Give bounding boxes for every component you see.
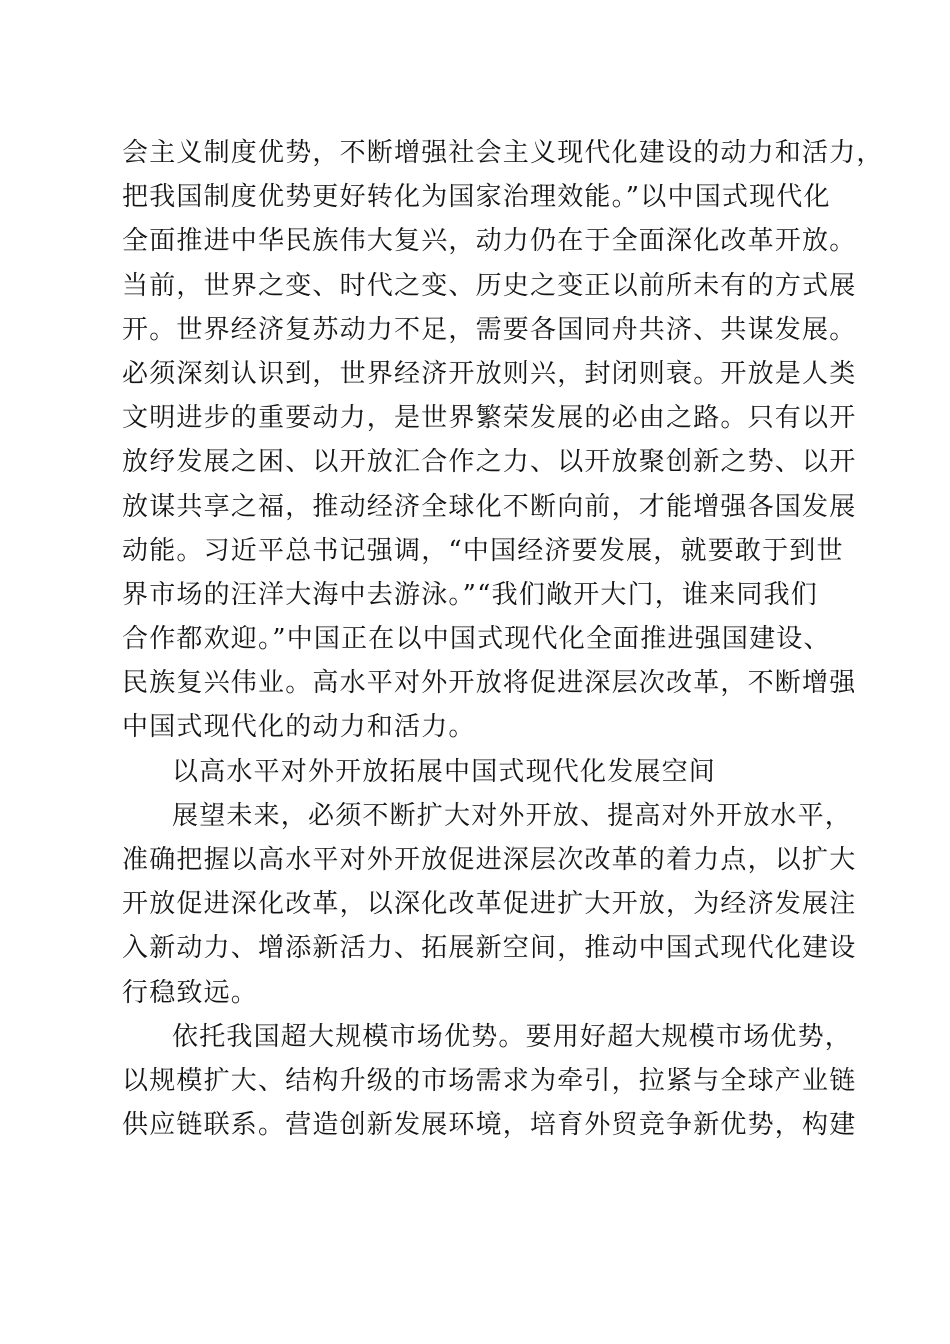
text-line: 界市场的汪洋大海中去游泳。”“我们敞开大门，谁来同我们 <box>122 579 818 610</box>
text-line: 依托我国超大规模市场优势。要用好超大规模市场优势， <box>172 1021 853 1052</box>
text-line: 全面推进中华民族伟大复兴，动力仍在于全面深化改革开放。 <box>122 226 857 257</box>
text-line: 行稳致远。 <box>122 977 259 1008</box>
text-line: 展望未来，必须不断扩大对外开放、提高对外开放水平， <box>172 800 853 831</box>
text-line: 动能。习近平总书记强调，“中国经济要发展，就要敢于到世 <box>122 535 844 566</box>
text-line: 入新动力、增添新活力、拓展新空间，推动中国式现代化建设 <box>122 933 857 964</box>
text-line: 民族复兴伟业。高水平对外开放将促进深层次改革，不断增强 <box>122 668 857 699</box>
text-line: 开放促进深化改革，以深化改革促进扩大开放，为经济发展注 <box>122 889 857 920</box>
text-line: 把我国制度优势更好转化为国家治理效能。”以中国式现代化 <box>122 182 831 213</box>
text-line: 供应链联系。营造创新发展环境，培育外贸竞争新优势，构建 <box>122 1110 857 1141</box>
document-body <box>122 131 884 1147</box>
text-line: 会主义制度优势，不断增强社会主义现代化建设的动力和活力， <box>122 138 884 168</box>
text-line: 放纾发展之困、以开放汇合作之力、以开放聚创新之势、以开 <box>122 447 857 478</box>
text-line: 以规模扩大、结构升级的市场需求为牵引，拉紧与全球产业链 <box>122 1065 857 1096</box>
text-line: 中国式现代化的动力和活力。 <box>122 712 476 743</box>
text-line: 必须深刻认识到，世界经济开放则兴，封闭则衰。开放是人类 <box>122 358 857 389</box>
text-line: 准确把握以高水平对外开放促进深层次改革的着力点，以扩大 <box>122 845 857 875</box>
text-line: 文明进步的重要动力，是世界繁荣发展的必由之路。只有以开 <box>122 403 857 434</box>
text-line: 放谋共享之福，推动经济全球化不断向前，才能增强各国发展 <box>122 491 857 522</box>
section-heading: 以高水平对外开放拓展中国式现代化发展空间 <box>172 756 717 787</box>
text-line: 合作都欢迎。”中国正在以中国式现代化全面推进强国建设、 <box>122 624 831 655</box>
text-line: 当前，世界之变、时代之变、历史之变正以前所未有的方式展 <box>122 270 857 301</box>
text-line: 开。世界经济复苏动力不足，需要各国同舟共济、共谋发展。 <box>122 314 857 345</box>
